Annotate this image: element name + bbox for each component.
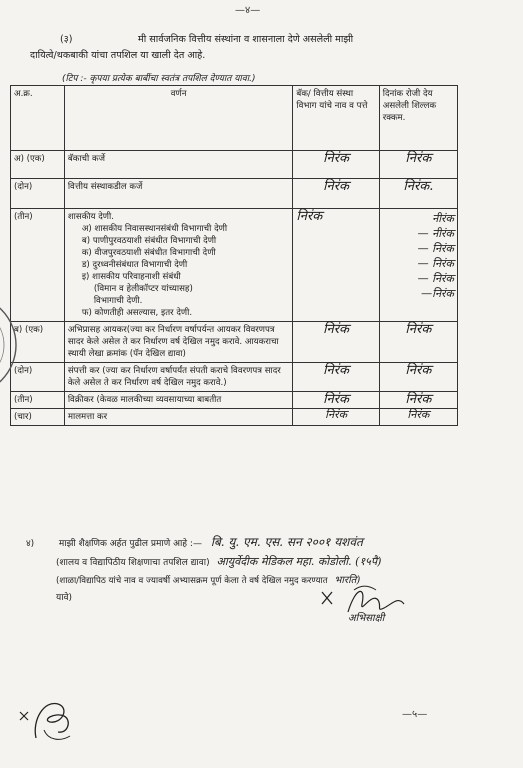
row-serial: (दोन) <box>11 179 65 209</box>
section-4-line4: यावे) <box>56 593 73 603</box>
section-3 <box>30 32 460 64</box>
row-lender-handwritten: निरंक <box>293 322 379 363</box>
row-balance-handwritten-list <box>379 209 457 322</box>
sub-item: क) वीजपुरवठयाशी संबंधीत विभागाची देणी <box>81 248 216 258</box>
header-serial: अ.क्र. <box>11 86 65 151</box>
section-4-handwritten-1: बि. यु. एम. एस. सन २००१ यशवंत <box>210 535 363 549</box>
table-row <box>11 409 458 426</box>
sub-item: विभागाची देणी. <box>93 296 143 306</box>
row-lender-handwritten: निरंक <box>293 179 379 209</box>
section-4-number: ४) <box>26 539 35 549</box>
balance-item: — नीरंक <box>417 227 454 240</box>
section-3-number: (३) <box>60 34 73 45</box>
row-description: वित्तीय संस्थाकडील कर्जे <box>64 179 293 209</box>
section-3-line2: दायित्वे/थकबाकी यांचा तपशिल या खाली देत आहे. <box>30 50 206 61</box>
row-serial: (तीन) <box>11 209 65 322</box>
row-description <box>64 209 293 322</box>
row-balance-handwritten: निरंक <box>379 363 457 392</box>
row-lender-handwritten: निरंक <box>293 392 379 409</box>
row-lender-handwritten: निरंक <box>293 209 379 322</box>
row-serial: (दोन) <box>11 363 65 392</box>
sub-item: ड) दुरध्वनीसंबंधात विभागाची देणी <box>81 260 188 270</box>
row-description: संपत्ती कर (ज्या कर निर्धारण वर्षापर्यंत संपती कराचे विवरणपत्र सादर केले असेल ते कर निर्धारण वर्ष देखिल नमुद करावे.) <box>64 363 293 392</box>
sub-item: फ) कोणतीही असल्यास, इतर देणी. <box>81 308 193 318</box>
row-serial: अ) (एक) <box>11 151 65 179</box>
table-row <box>11 179 458 209</box>
row-description-title: शासकीय देणी. <box>67 212 114 222</box>
section-4-handwritten-3: भारति) <box>334 575 361 586</box>
sub-item: (विमान व हेलीकॉप्टर यांच्यासह) <box>93 284 193 294</box>
table-header-row <box>11 86 458 151</box>
section-3-line1: मी सार्वजनिक वित्तीय संस्थांना व शासनाला देणे असलेली माझी <box>138 34 354 45</box>
table-row <box>11 363 458 392</box>
balance-item: — निरंक <box>417 242 454 255</box>
signature-caption: अभिसाक्षी <box>348 613 385 624</box>
header-lender: बॅक/ वित्तीय संस्था विभाग यांचे नाव व पत्ते <box>293 86 379 151</box>
header-description: वर्णन <box>64 86 293 151</box>
row-serial: (चार) <box>11 409 65 426</box>
row-lender-handwritten: निरंक <box>293 409 379 426</box>
row-description: विक्रीकर (केवळ मालकीच्या व्यवसायाच्या बाबतीत <box>64 392 293 409</box>
sub-item: अ) शासकीय निवासस्थानसंबंधी विभागाची देणी <box>81 224 228 234</box>
table-row <box>11 151 458 179</box>
row-lender-handwritten: निरंक <box>293 151 379 179</box>
table-row <box>11 392 458 409</box>
section-4-line2: (शालय व विद्यापिठीय शिक्षणाचा तपशिल द्यावा) <box>56 558 210 568</box>
balance-item: — निरंक <box>417 272 454 285</box>
row-balance-handwritten: निरंक <box>379 392 457 409</box>
table-row <box>11 209 458 322</box>
section-4-line3: (शाळा/विद्यापिठ यांचे नाव व ज्यावर्षी अभ्यासक्रम पूर्ण केला ते वर्ष देखिल नमुद करण्यात <box>56 576 328 586</box>
section-4-handwritten-2: आयुर्वेदीक मेडिकल महा. कोडोली. (१५पै) <box>216 555 382 568</box>
row-balance-handwritten: निरंक <box>379 409 457 426</box>
table-row <box>11 322 458 363</box>
page-number-bottom: —५— <box>402 709 428 720</box>
balance-item: — निरंक <box>417 257 454 270</box>
balance-item: नीरंक <box>432 212 454 225</box>
balance-item: —निरंक <box>421 287 454 300</box>
handwritten-signature <box>14 690 84 750</box>
row-lender-handwritten: निरंक <box>293 363 379 392</box>
section-4 <box>26 534 506 607</box>
row-balance-handwritten: निरंक <box>379 322 457 363</box>
row-serial: (तीन) <box>11 392 65 409</box>
header-balance: दिनांक रोजी देय असलेली शिल्लक रक्कम. <box>379 86 457 151</box>
row-description: मालमत्ता कर <box>64 409 293 426</box>
section-4-line1: माझी शैक्षणिक अर्हत पुढील प्रमाणे आहे :— <box>58 539 202 549</box>
note: (टिप :- कृपया प्रत्येक बाबींचा स्वतंत्र तपशिल देण्यात यावा.) <box>62 74 256 84</box>
page-number-top: —४— <box>235 5 261 16</box>
row-serial: ब) (एक) <box>11 322 65 363</box>
seal-stamp <box>0 290 26 400</box>
row-description: अभिप्रासह आयकर(ज्या कर निर्धारण वर्षापर्यन्त आयकर विवरणपत्र सादर केले असेल ते कर निर्धारण वर्ष देखिल नमुद करावे. आयकराचा स्थायी लेखा क्रमांक (पॅन देखिल द्यावा) <box>64 322 293 363</box>
liabilities-table <box>10 85 458 426</box>
sub-item: इ) शासकीय परिवाहनाशी संबंधी <box>81 272 181 282</box>
row-balance-handwritten: निरंक <box>379 151 457 179</box>
row-description: बॅकाची कर्जे <box>64 151 293 179</box>
row-balance-handwritten: निरंक. <box>379 179 457 209</box>
sub-item: ब) पाणीपुरवठयाशी संबंधीत विभागाची देणी <box>81 236 217 246</box>
